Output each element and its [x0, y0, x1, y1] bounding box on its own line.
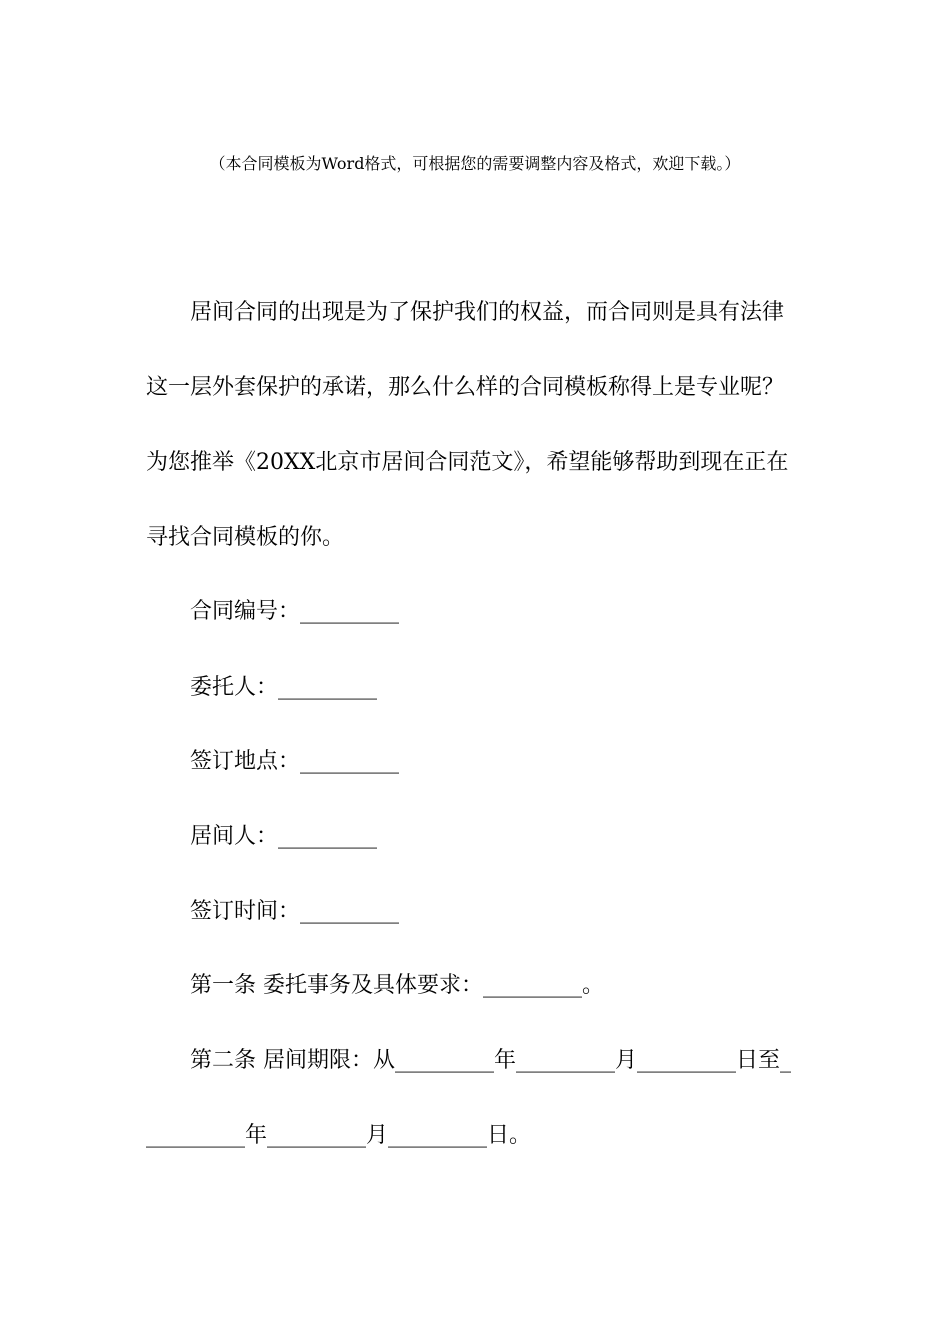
signing-place-field: 签订地点：_________: [190, 749, 400, 774]
intro-line-2: 这一层外套保护的承诺，那么什么样的合同模板称得上是专业呢？: [146, 375, 785, 400]
principal-field: 委托人：_________: [190, 675, 378, 700]
article-2-line-1: 第二条 居间期限：从_________年_________月_________日至_: [190, 1048, 791, 1073]
signing-time-field: 签订时间：_________: [190, 899, 400, 924]
intermediary-field: 居间人：_________: [190, 824, 378, 849]
intro-line-3: 为您推举《20XX北京市居间合同范文》，希望能够帮助到现在正在: [146, 450, 789, 475]
contract-number-field: 合同编号：_________: [190, 599, 400, 624]
intro-line-1: 居间合同的出现是为了保护我们的权益，而合同则是具有法律: [190, 300, 785, 325]
article-2-line-2: _________年_________月_________日。: [146, 1123, 532, 1148]
template-note: （本合同模板为Word格式，可根据您的需要调整内容及格式，欢迎下载。）: [209, 154, 741, 173]
article-1: 第一条 委托事务及具体要求：_________。: [190, 973, 604, 998]
intro-line-4: 寻找合同模板的你。: [146, 525, 345, 550]
